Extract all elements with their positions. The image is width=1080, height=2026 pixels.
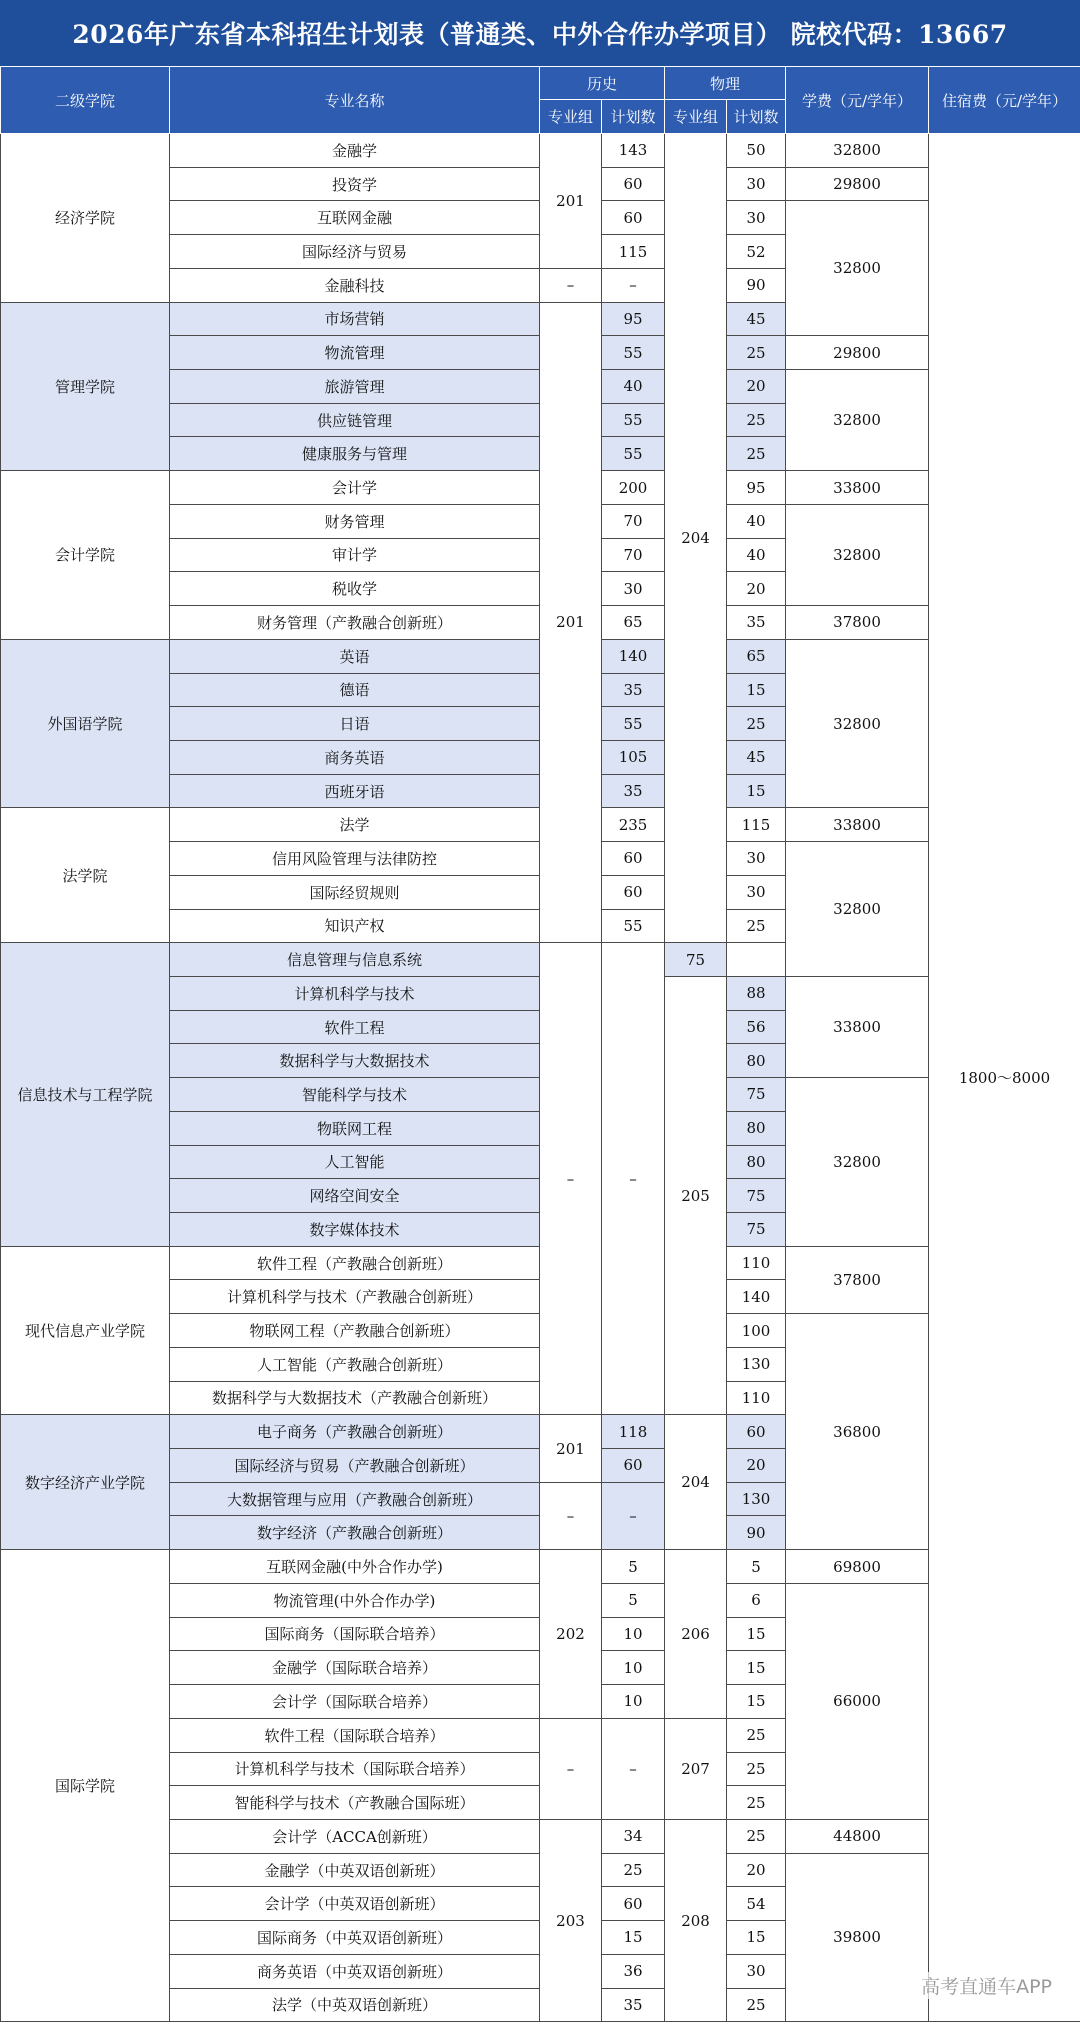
header-college: 二级学院 bbox=[1, 67, 170, 134]
physics-plan-cell: 130 bbox=[727, 1482, 786, 1516]
physics-plan-cell: 30 bbox=[727, 167, 786, 201]
major-cell: 会计学（国际联合培养） bbox=[170, 1685, 540, 1719]
major-cell: 软件工程（产教融合创新班） bbox=[170, 1246, 540, 1280]
history-plan-cell: – bbox=[602, 1718, 665, 1819]
major-cell: 财务管理（产教融合创新班） bbox=[170, 606, 540, 640]
physics-plan-cell: 60 bbox=[727, 1415, 786, 1449]
physics-plan-cell: 30 bbox=[727, 1954, 786, 1988]
physics-plan-cell: 30 bbox=[727, 842, 786, 876]
major-cell: 会计学 bbox=[170, 471, 540, 505]
physics-plan-cell: 15 bbox=[727, 774, 786, 808]
history-plan-cell: 5 bbox=[602, 1550, 665, 1584]
history-plan-cell: 115 bbox=[602, 235, 665, 269]
history-plan-cell: 5 bbox=[602, 1583, 665, 1617]
tuition-cell: 29800 bbox=[786, 167, 929, 201]
history-plan-cell: 10 bbox=[602, 1685, 665, 1719]
history-plan-cell: – bbox=[602, 1482, 665, 1549]
major-cell: 财务管理 bbox=[170, 504, 540, 538]
history-plan-cell: 10 bbox=[602, 1617, 665, 1651]
physics-plan-cell: 52 bbox=[727, 235, 786, 269]
physics-plan-cell: 140 bbox=[727, 1280, 786, 1314]
physics-plan-cell: 100 bbox=[727, 1314, 786, 1348]
tuition-cell: 66000 bbox=[786, 1583, 929, 1819]
tuition-cell: 37800 bbox=[786, 1246, 929, 1313]
tuition-cell: 36800 bbox=[786, 1314, 929, 1550]
major-cell: 审计学 bbox=[170, 538, 540, 572]
physics-plan-cell: 25 bbox=[727, 707, 786, 741]
physics-plan-cell: 25 bbox=[727, 403, 786, 437]
major-cell: 商务英语 bbox=[170, 740, 540, 774]
physics-plan-cell: 15 bbox=[727, 673, 786, 707]
history-plan-cell: 40 bbox=[602, 370, 665, 404]
physics-plan-cell: 75 bbox=[727, 1179, 786, 1213]
major-cell: 商务英语（中英双语创新班） bbox=[170, 1954, 540, 1988]
major-cell: 物联网工程（产教融合创新班） bbox=[170, 1314, 540, 1348]
history-plan-cell: 60 bbox=[602, 875, 665, 909]
physics-group-cell: 205 bbox=[665, 976, 727, 1414]
major-cell: 计算机科学与技术（国际联合培养） bbox=[170, 1752, 540, 1786]
major-cell: 大数据管理与应用（产教融合创新班） bbox=[170, 1482, 540, 1516]
history-plan-cell: 143 bbox=[602, 134, 665, 168]
tuition-cell: 33800 bbox=[786, 471, 929, 505]
physics-plan-cell: 56 bbox=[727, 1010, 786, 1044]
physics-plan-cell: 15 bbox=[727, 1651, 786, 1685]
major-cell: 智能科学与技术 bbox=[170, 1078, 540, 1112]
history-plan-cell: 36 bbox=[602, 1954, 665, 1988]
major-cell: 数字经济（产教融合创新班） bbox=[170, 1516, 540, 1550]
college-cell: 管理学院 bbox=[1, 302, 170, 471]
history-plan-cell: 60 bbox=[602, 1449, 665, 1483]
physics-plan-cell: 65 bbox=[727, 639, 786, 673]
physics-plan-cell: 110 bbox=[727, 1381, 786, 1415]
major-cell: 计算机科学与技术（产教融合创新班） bbox=[170, 1280, 540, 1314]
physics-plan-cell: 20 bbox=[727, 1853, 786, 1887]
physics-plan-cell: 6 bbox=[727, 1583, 786, 1617]
physics-plan-cell: 5 bbox=[727, 1550, 786, 1584]
major-cell: 人工智能（产教融合创新班） bbox=[170, 1347, 540, 1381]
college-cell: 数字经济产业学院 bbox=[1, 1415, 170, 1550]
physics-plan-cell: 25 bbox=[727, 336, 786, 370]
physics-plan-cell: 25 bbox=[727, 909, 786, 943]
physics-plan-cell: 45 bbox=[727, 740, 786, 774]
major-cell: 国际经济与贸易 bbox=[170, 235, 540, 269]
header-physics: 物理 bbox=[665, 67, 786, 100]
physics-plan-cell: 75 bbox=[727, 1213, 786, 1247]
history-plan-cell: 60 bbox=[602, 201, 665, 235]
history-plan-cell: 55 bbox=[602, 336, 665, 370]
tuition-cell: 33800 bbox=[786, 808, 929, 842]
history-plan-cell: 140 bbox=[602, 639, 665, 673]
major-cell: 数字媒体技术 bbox=[170, 1213, 540, 1247]
physics-plan-cell: 50 bbox=[727, 134, 786, 168]
physics-plan-cell: 20 bbox=[727, 1449, 786, 1483]
history-plan-cell: 235 bbox=[602, 808, 665, 842]
tuition-cell: 32800 bbox=[786, 842, 929, 977]
major-cell: 信用风险管理与法律防控 bbox=[170, 842, 540, 876]
tuition-cell: 69800 bbox=[786, 1550, 929, 1584]
history-plan-cell: – bbox=[602, 268, 665, 302]
college-cell: 现代信息产业学院 bbox=[1, 1246, 170, 1415]
history-plan-cell: 55 bbox=[602, 909, 665, 943]
physics-plan-cell: 40 bbox=[727, 504, 786, 538]
major-cell: 物流管理 bbox=[170, 336, 540, 370]
history-group-cell: 202 bbox=[540, 1550, 602, 1719]
tuition-cell: 32800 bbox=[786, 639, 929, 808]
physics-group-cell: 204 bbox=[665, 134, 727, 943]
tuition-cell: 32800 bbox=[786, 1078, 929, 1247]
college-cell: 会计学院 bbox=[1, 471, 170, 640]
major-cell: 知识产权 bbox=[170, 909, 540, 943]
header-history-group: 专业组 bbox=[540, 100, 602, 134]
enrollment-plan-table bbox=[0, 66, 1080, 2022]
major-cell: 金融科技 bbox=[170, 268, 540, 302]
header-history: 历史 bbox=[540, 67, 665, 100]
history-group-cell: 201 bbox=[540, 1415, 602, 1482]
history-plan-cell: 55 bbox=[602, 707, 665, 741]
history-group-cell: 201 bbox=[540, 134, 602, 269]
major-cell: 电子商务（产教融合创新班） bbox=[170, 1415, 540, 1449]
major-cell: 西班牙语 bbox=[170, 774, 540, 808]
tuition-cell: 29800 bbox=[786, 336, 929, 370]
physics-plan-cell: 90 bbox=[727, 1516, 786, 1550]
tuition-cell: 44800 bbox=[786, 1819, 929, 1853]
major-cell: 物联网工程 bbox=[170, 1111, 540, 1145]
major-cell: 旅游管理 bbox=[170, 370, 540, 404]
major-cell: 信息管理与信息系统 bbox=[170, 943, 540, 977]
college-cell: 外国语学院 bbox=[1, 639, 170, 808]
physics-plan-cell: 30 bbox=[727, 201, 786, 235]
major-cell: 法学 bbox=[170, 808, 540, 842]
major-cell: 税收学 bbox=[170, 572, 540, 606]
physics-plan-cell: 75 bbox=[727, 1078, 786, 1112]
history-plan-cell: 70 bbox=[602, 504, 665, 538]
physics-group-cell: 207 bbox=[665, 1718, 727, 1819]
history-group-cell: 203 bbox=[540, 1819, 602, 2021]
tuition-cell: 33800 bbox=[786, 976, 929, 1077]
major-cell: 智能科学与技术（产教融合国际班） bbox=[170, 1786, 540, 1820]
major-cell: 软件工程（国际联合培养） bbox=[170, 1718, 540, 1752]
page-title: 2026年广东省本科招生计划表（普通类、中外合作办学项目） 院校代码：13667 bbox=[0, 0, 1080, 66]
physics-plan-cell: 15 bbox=[727, 1617, 786, 1651]
physics-plan-cell: 95 bbox=[727, 471, 786, 505]
history-plan-cell: – bbox=[602, 943, 665, 1415]
history-plan-cell: 25 bbox=[602, 1853, 665, 1887]
major-cell: 日语 bbox=[170, 707, 540, 741]
major-cell: 会计学（中英双语创新班） bbox=[170, 1887, 540, 1921]
physics-plan-cell: 25 bbox=[727, 1718, 786, 1752]
physics-group-cell: 208 bbox=[665, 1819, 727, 2021]
physics-plan-cell: 25 bbox=[727, 1786, 786, 1820]
major-cell: 互联网金融 bbox=[170, 201, 540, 235]
physics-plan-cell: 88 bbox=[727, 976, 786, 1010]
major-cell: 计算机科学与技术 bbox=[170, 976, 540, 1010]
major-cell: 国际经济与贸易（产教融合创新班） bbox=[170, 1449, 540, 1483]
history-plan-cell: 55 bbox=[602, 403, 665, 437]
physics-plan-cell: 80 bbox=[727, 1111, 786, 1145]
physics-plan-cell: 110 bbox=[727, 1246, 786, 1280]
major-cell: 物流管理(中外合作办学) bbox=[170, 1583, 540, 1617]
physics-plan-cell: 25 bbox=[727, 1819, 786, 1853]
tuition-cell: 32800 bbox=[786, 370, 929, 471]
physics-plan-cell: 75 bbox=[665, 943, 727, 977]
header-dorm: 住宿费（元/学年） bbox=[929, 67, 1080, 134]
header-history-plan: 计划数 bbox=[602, 100, 665, 134]
physics-plan-cell: 115 bbox=[727, 808, 786, 842]
history-plan-cell: 200 bbox=[602, 471, 665, 505]
major-cell: 健康服务与管理 bbox=[170, 437, 540, 471]
header-major: 专业名称 bbox=[170, 67, 540, 134]
physics-group-cell: 206 bbox=[665, 1550, 727, 1719]
history-plan-cell: 30 bbox=[602, 572, 665, 606]
history-plan-cell: 15 bbox=[602, 1921, 665, 1955]
history-group-cell: – bbox=[540, 1718, 602, 1819]
history-group-cell: – bbox=[540, 1482, 602, 1549]
header-physics-group: 专业组 bbox=[665, 100, 727, 134]
physics-plan-cell: 80 bbox=[727, 1145, 786, 1179]
physics-plan-cell: 80 bbox=[727, 1044, 786, 1078]
physics-plan-cell: 35 bbox=[727, 606, 786, 640]
physics-plan-cell: 45 bbox=[727, 302, 786, 336]
major-cell: 会计学（ACCA创新班） bbox=[170, 1819, 540, 1853]
major-cell: 数据科学与大数据技术 bbox=[170, 1044, 540, 1078]
major-cell: 金融学（国际联合培养） bbox=[170, 1651, 540, 1685]
major-cell: 软件工程 bbox=[170, 1010, 540, 1044]
history-plan-cell: 60 bbox=[602, 842, 665, 876]
physics-plan-cell: 130 bbox=[727, 1347, 786, 1381]
history-plan-cell: 34 bbox=[602, 1819, 665, 1853]
major-cell: 市场营销 bbox=[170, 302, 540, 336]
physics-plan-cell: 30 bbox=[727, 875, 786, 909]
major-cell: 国际经贸规则 bbox=[170, 875, 540, 909]
physics-plan-cell: 20 bbox=[727, 370, 786, 404]
college-cell: 信息技术与工程学院 bbox=[1, 943, 170, 1246]
physics-plan-cell: 15 bbox=[727, 1921, 786, 1955]
physics-plan-cell: 25 bbox=[727, 1988, 786, 2022]
header-physics-plan: 计划数 bbox=[727, 100, 786, 134]
major-cell: 投资学 bbox=[170, 167, 540, 201]
history-plan-cell: 65 bbox=[602, 606, 665, 640]
physics-plan-cell: 25 bbox=[727, 437, 786, 471]
physics-plan-cell: 15 bbox=[727, 1685, 786, 1719]
physics-plan-cell: 40 bbox=[727, 538, 786, 572]
history-group-cell: – bbox=[540, 268, 602, 302]
tuition-cell: 32800 bbox=[786, 504, 929, 605]
tuition-cell: 39800 bbox=[786, 1853, 929, 2022]
major-cell: 国际商务（中英双语创新班） bbox=[170, 1921, 540, 1955]
college-cell: 经济学院 bbox=[1, 134, 170, 303]
physics-plan-cell: 54 bbox=[727, 1887, 786, 1921]
tuition-cell: 37800 bbox=[786, 606, 929, 640]
major-cell: 金融学 bbox=[170, 134, 540, 168]
history-plan-cell: 60 bbox=[602, 167, 665, 201]
history-plan-cell: 105 bbox=[602, 740, 665, 774]
college-cell: 法学院 bbox=[1, 808, 170, 943]
header-tuition: 学费（元/学年） bbox=[786, 67, 929, 134]
watermark-text: 高考直通车APP bbox=[921, 1972, 1052, 1999]
physics-plan-cell: 25 bbox=[727, 1752, 786, 1786]
major-cell: 人工智能 bbox=[170, 1145, 540, 1179]
major-cell: 金融学（中英双语创新班） bbox=[170, 1853, 540, 1887]
history-plan-cell: 35 bbox=[602, 673, 665, 707]
history-group-cell: 201 bbox=[540, 302, 602, 943]
history-plan-cell: 35 bbox=[602, 1988, 665, 2022]
history-plan-cell: 10 bbox=[602, 1651, 665, 1685]
major-cell: 英语 bbox=[170, 639, 540, 673]
history-group-cell: – bbox=[540, 943, 602, 1415]
major-cell: 互联网金融(中外合作办学) bbox=[170, 1550, 540, 1584]
history-plan-cell: 70 bbox=[602, 538, 665, 572]
dorm-fee-cell: 1800～8000 bbox=[929, 134, 1080, 2022]
physics-plan-cell: 90 bbox=[727, 268, 786, 302]
tuition-cell: 32800 bbox=[786, 134, 929, 168]
major-cell: 法学（中英双语创新班） bbox=[170, 1988, 540, 2022]
physics-group-cell: 204 bbox=[665, 1415, 727, 1550]
major-cell: 网络空间安全 bbox=[170, 1179, 540, 1213]
history-plan-cell: 118 bbox=[602, 1415, 665, 1449]
tuition-cell: 32800 bbox=[786, 201, 929, 336]
college-cell: 国际学院 bbox=[1, 1550, 170, 2022]
major-cell: 供应链管理 bbox=[170, 403, 540, 437]
history-plan-cell: 35 bbox=[602, 774, 665, 808]
major-cell: 数据科学与大数据技术（产教融合创新班） bbox=[170, 1381, 540, 1415]
physics-plan-cell: 20 bbox=[727, 572, 786, 606]
history-plan-cell: 55 bbox=[602, 437, 665, 471]
history-plan-cell: 60 bbox=[602, 1887, 665, 1921]
history-plan-cell: 95 bbox=[602, 302, 665, 336]
major-cell: 德语 bbox=[170, 673, 540, 707]
major-cell: 国际商务（国际联合培养） bbox=[170, 1617, 540, 1651]
